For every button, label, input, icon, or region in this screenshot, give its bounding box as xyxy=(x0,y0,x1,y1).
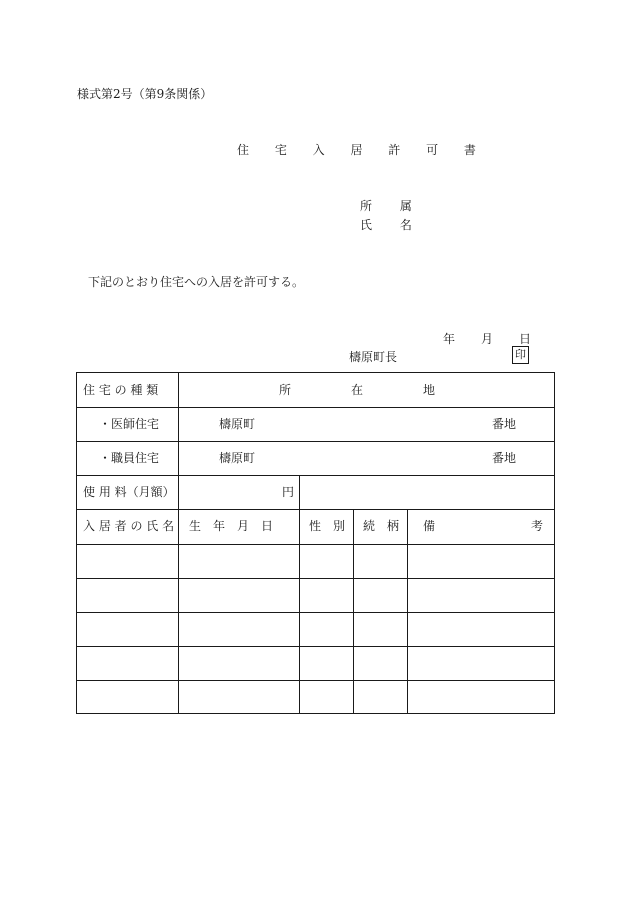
row-divider xyxy=(77,578,555,579)
fee-unit: 円 xyxy=(282,485,295,499)
form-number: 様式第2号（第9条関係） xyxy=(77,87,213,101)
occupant-name-header: 入 居 者 の 氏 名 xyxy=(83,519,175,533)
issuer-title: 檮原町長 xyxy=(349,350,398,364)
row-divider xyxy=(77,544,555,545)
staff-housing-lot-suffix: 番地 xyxy=(492,451,517,465)
date-year: 年 xyxy=(443,332,456,346)
document-title: 住 宅 入 居 許 可 書 xyxy=(237,143,487,157)
seal-box: 印 xyxy=(512,346,529,364)
name-label: 氏 名 xyxy=(360,218,424,232)
affiliation-label: 所 属 xyxy=(360,199,424,213)
doctor-housing-town: 檮原町 xyxy=(219,417,256,431)
column-divider xyxy=(299,509,300,713)
monthly-fee-label: 使 用 料（月額） xyxy=(83,485,175,499)
relationship-header: 続 柄 xyxy=(363,519,400,533)
date-line xyxy=(443,330,531,347)
date-month: 月 xyxy=(481,332,494,346)
birth-date-header: 生 年 月 日 xyxy=(189,519,274,533)
row-divider xyxy=(77,646,555,647)
column-divider xyxy=(178,373,179,713)
doctor-housing-label: ・医師住宅 xyxy=(99,417,160,431)
remarks-header-left: 備 xyxy=(423,519,436,533)
row-divider xyxy=(77,612,555,613)
housing-type-header: 住 宅 の 種 類 xyxy=(83,383,159,397)
permission-statement: 下記のとおり住宅への入居を許可する。 xyxy=(88,275,305,289)
row-divider xyxy=(77,407,555,408)
location-header: 所 在 地 xyxy=(279,383,436,397)
staff-housing-town: 檮原町 xyxy=(219,451,256,465)
staff-housing-label: ・職員住宅 xyxy=(99,451,160,465)
row-divider xyxy=(77,509,555,510)
column-divider xyxy=(353,509,354,713)
column-divider xyxy=(407,509,408,713)
sex-header: 性 別 xyxy=(309,519,346,533)
housing-permit-table xyxy=(76,372,555,714)
row-divider xyxy=(77,441,555,442)
remarks-header-right: 考 xyxy=(531,519,544,533)
row-divider xyxy=(77,475,555,476)
date-day: 日 xyxy=(519,332,532,346)
row-divider xyxy=(77,680,555,681)
doctor-housing-lot-suffix: 番地 xyxy=(492,417,517,431)
column-divider xyxy=(299,475,300,509)
